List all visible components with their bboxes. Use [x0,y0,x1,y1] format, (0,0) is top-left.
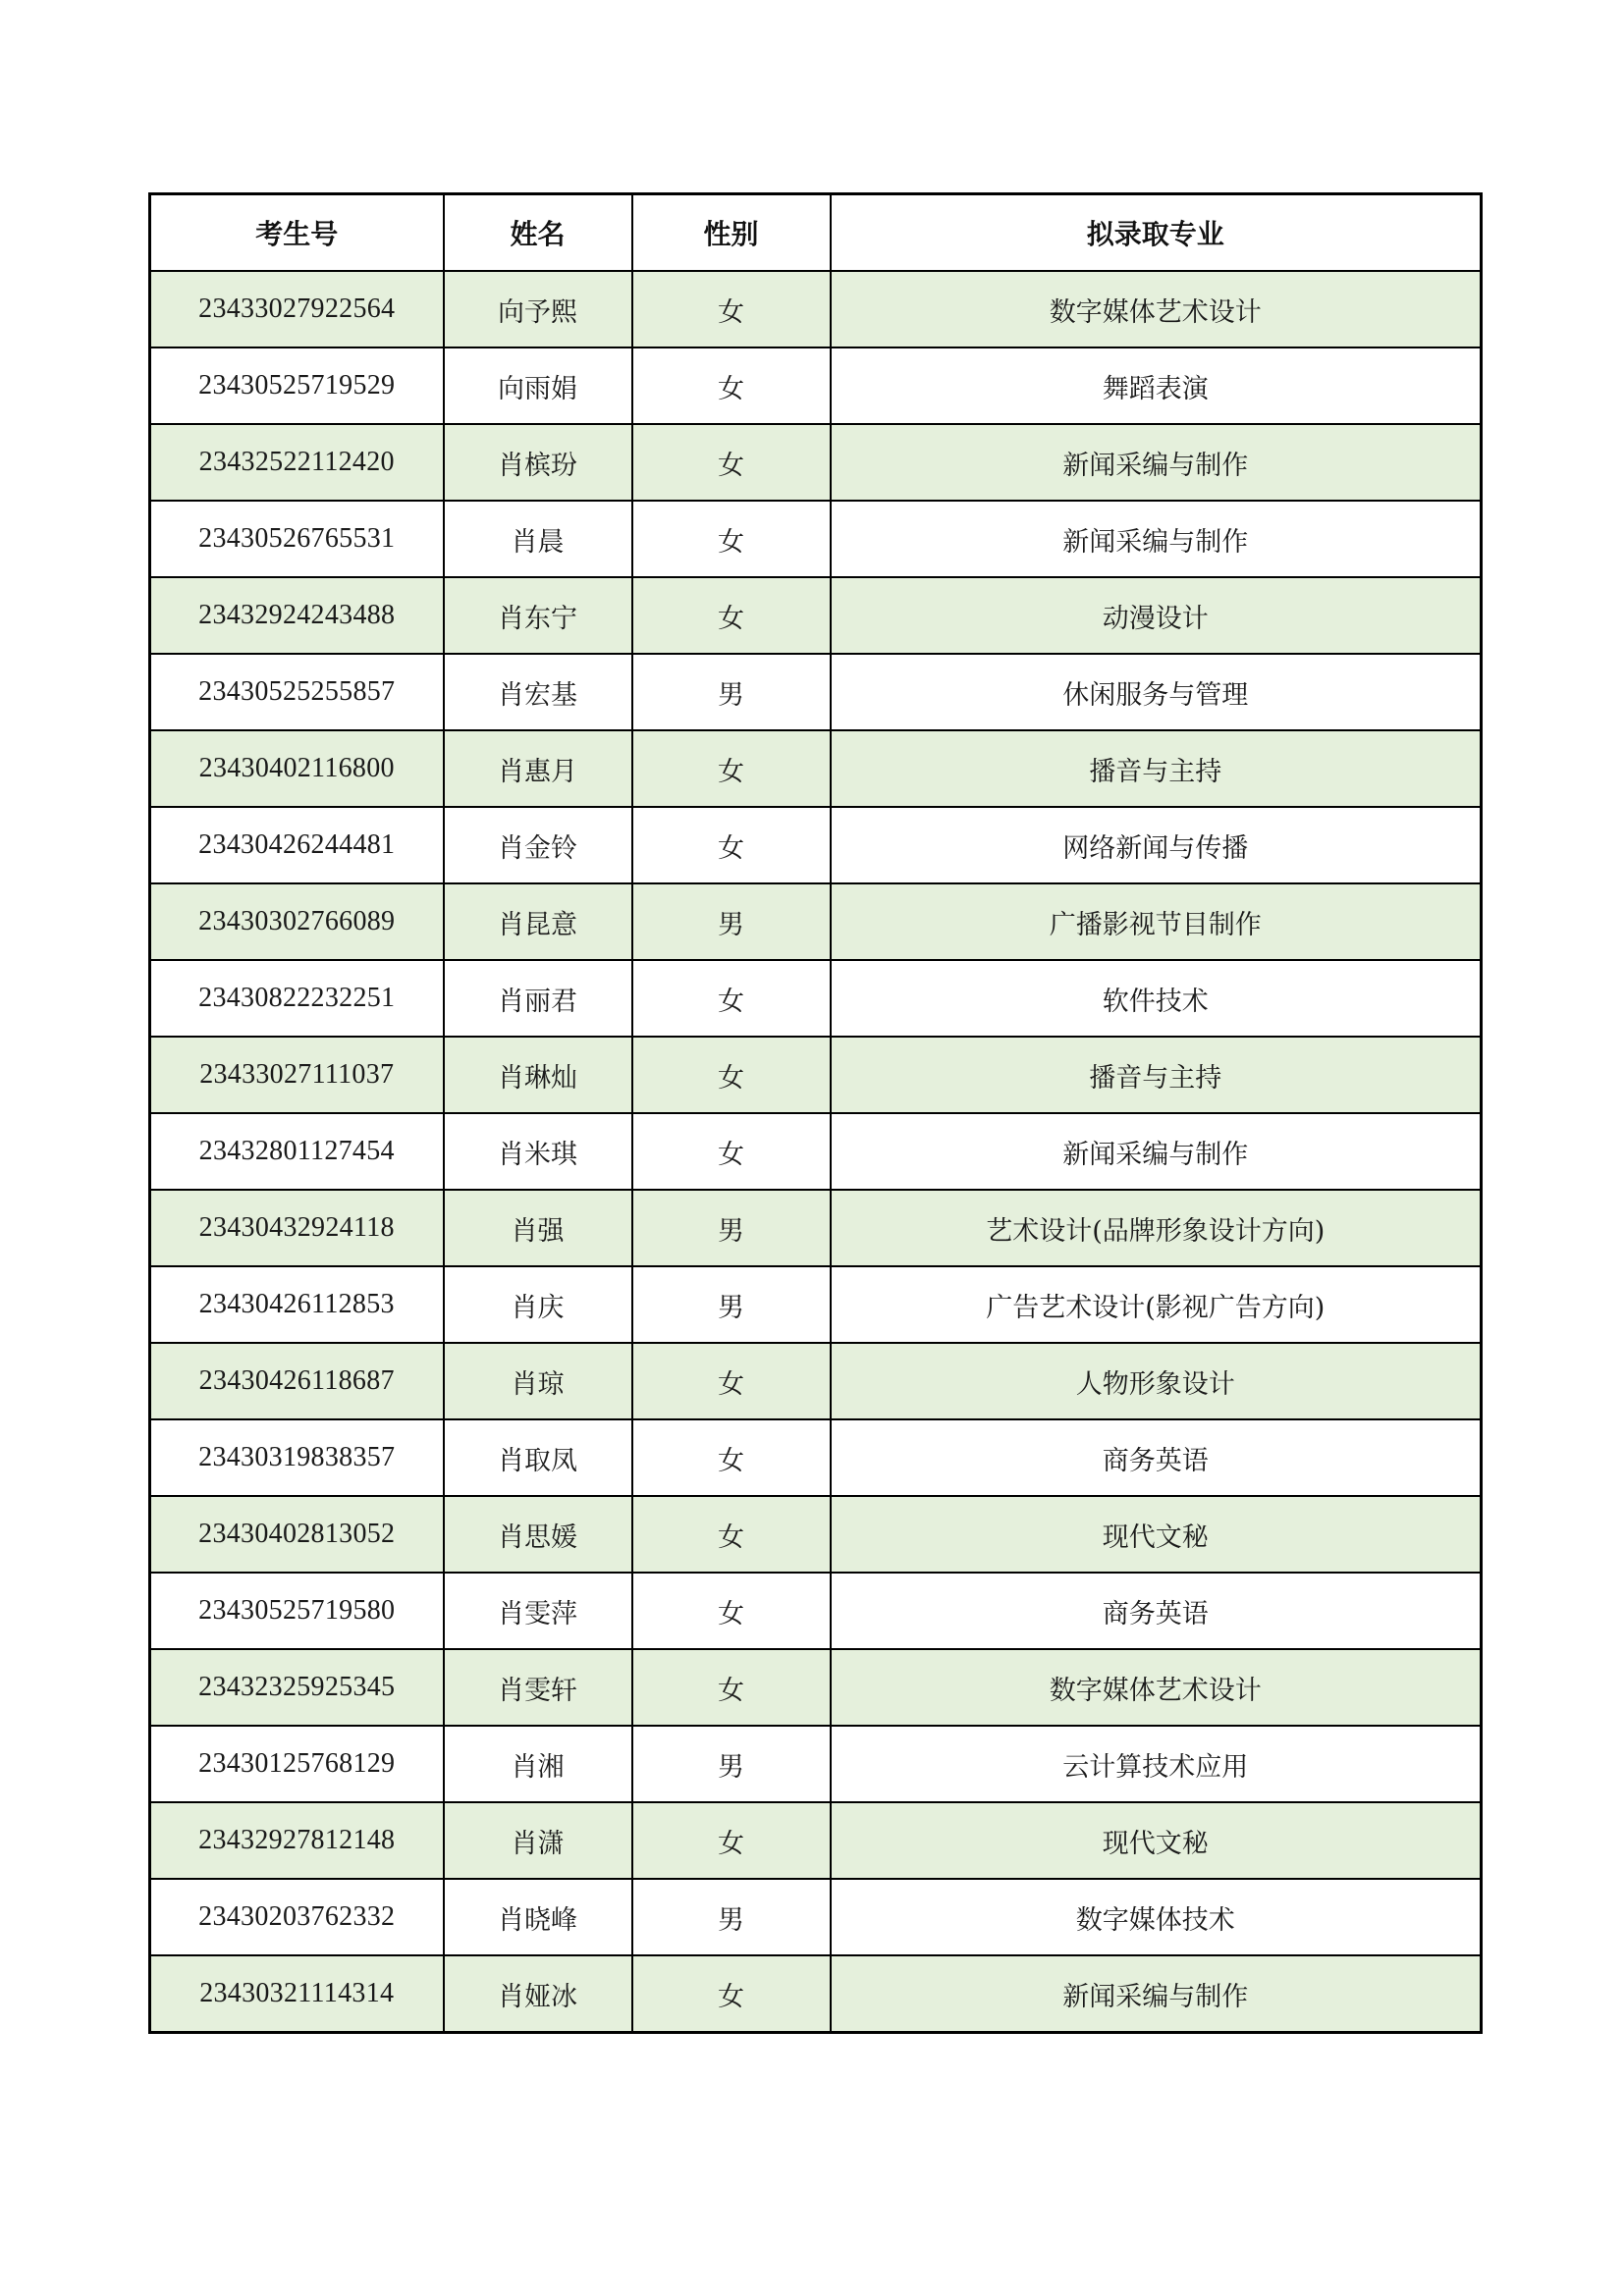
cell-exam-id: 23432325925345 [150,1649,444,1726]
cell-gender: 女 [632,1419,831,1496]
cell-exam-id: 23430525719529 [150,347,444,424]
cell-major: 动漫设计 [831,577,1482,654]
table-row [150,654,1482,730]
cell-name: 肖昆意 [444,883,632,960]
cell-major: 人物形象设计 [831,1343,1482,1419]
cell-name: 肖槟玢 [444,424,632,501]
cell-gender: 女 [632,1573,831,1649]
cell-gender: 男 [632,1190,831,1266]
table-row [150,1802,1482,1879]
table-row [150,501,1482,577]
cell-major: 数字媒体艺术设计 [831,271,1482,347]
cell-exam-id: 23430321114314 [150,1955,444,2033]
table-row [150,271,1482,347]
cell-gender: 男 [632,883,831,960]
cell-exam-id: 23430525719580 [150,1573,444,1649]
cell-exam-id: 23430125768129 [150,1726,444,1802]
cell-gender: 男 [632,654,831,730]
cell-major: 播音与主持 [831,1037,1482,1113]
table-row [150,1266,1482,1343]
cell-exam-id: 23432801127454 [150,1113,444,1190]
cell-major: 新闻采编与制作 [831,1113,1482,1190]
cell-name: 肖娅冰 [444,1955,632,2033]
cell-name: 肖取凤 [444,1419,632,1496]
cell-major: 舞蹈表演 [831,347,1482,424]
table-body [150,271,1482,2033]
cell-gender: 女 [632,501,831,577]
cell-exam-id: 23430822232251 [150,960,444,1037]
cell-major: 艺术设计(品牌形象设计方向) [831,1190,1482,1266]
cell-gender: 女 [632,1955,831,2033]
header-name: 姓名 [444,194,632,272]
cell-exam-id: 23430432924118 [150,1190,444,1266]
cell-name: 肖庆 [444,1266,632,1343]
header-exam-id: 考生号 [150,194,444,272]
cell-name: 肖东宁 [444,577,632,654]
header-major: 拟录取专业 [831,194,1482,272]
cell-name: 向予熙 [444,271,632,347]
cell-name: 肖宏基 [444,654,632,730]
cell-name: 肖雯萍 [444,1573,632,1649]
table-row [150,960,1482,1037]
cell-name: 肖晨 [444,501,632,577]
cell-gender: 女 [632,1343,831,1419]
table-row [150,1573,1482,1649]
cell-major: 播音与主持 [831,730,1482,807]
cell-exam-id: 23433027922564 [150,271,444,347]
cell-major: 现代文秘 [831,1496,1482,1573]
cell-major: 软件技术 [831,960,1482,1037]
cell-gender: 女 [632,1113,831,1190]
table-row [150,1496,1482,1573]
admission-table [148,192,1483,2034]
cell-exam-id: 23430426112853 [150,1266,444,1343]
cell-gender: 女 [632,807,831,883]
cell-gender: 女 [632,1649,831,1726]
cell-name: 肖雯轩 [444,1649,632,1726]
cell-name: 肖强 [444,1190,632,1266]
cell-exam-id: 23432927812148 [150,1802,444,1879]
cell-major: 数字媒体技术 [831,1879,1482,1955]
cell-gender: 女 [632,271,831,347]
table-row [150,1419,1482,1496]
cell-gender: 女 [632,347,831,424]
cell-name: 肖潇 [444,1802,632,1879]
cell-gender: 女 [632,577,831,654]
cell-exam-id: 23430302766089 [150,883,444,960]
cell-major: 新闻采编与制作 [831,424,1482,501]
cell-exam-id: 23430203762332 [150,1879,444,1955]
table-row [150,1879,1482,1955]
table-row [150,1037,1482,1113]
header-row [150,194,1482,272]
cell-name: 肖琼 [444,1343,632,1419]
cell-major: 商务英语 [831,1419,1482,1496]
cell-gender: 女 [632,730,831,807]
cell-exam-id: 23432522112420 [150,424,444,501]
cell-major: 新闻采编与制作 [831,501,1482,577]
table-header [150,194,1482,272]
cell-gender: 女 [632,1496,831,1573]
cell-name: 肖思媛 [444,1496,632,1573]
cell-major: 网络新闻与传播 [831,807,1482,883]
cell-name: 肖金铃 [444,807,632,883]
cell-gender: 女 [632,424,831,501]
cell-exam-id: 23430426244481 [150,807,444,883]
cell-name: 肖丽君 [444,960,632,1037]
table-row [150,347,1482,424]
table-row [150,1190,1482,1266]
table-row [150,883,1482,960]
table-row [150,577,1482,654]
cell-name: 肖晓峰 [444,1879,632,1955]
table-row [150,424,1482,501]
cell-gender: 女 [632,960,831,1037]
cell-gender: 女 [632,1802,831,1879]
cell-major: 休闲服务与管理 [831,654,1482,730]
table-row [150,1955,1482,2033]
cell-exam-id: 23432924243488 [150,577,444,654]
cell-gender: 男 [632,1879,831,1955]
cell-exam-id: 23430402813052 [150,1496,444,1573]
cell-gender: 男 [632,1726,831,1802]
cell-major: 新闻采编与制作 [831,1955,1482,2033]
cell-gender: 女 [632,1037,831,1113]
cell-name: 肖米琪 [444,1113,632,1190]
table-row [150,1113,1482,1190]
cell-exam-id: 23430525255857 [150,654,444,730]
cell-major: 云计算技术应用 [831,1726,1482,1802]
table-row [150,730,1482,807]
cell-exam-id: 23430426118687 [150,1343,444,1419]
cell-major: 现代文秘 [831,1802,1482,1879]
cell-exam-id: 23433027111037 [150,1037,444,1113]
cell-exam-id: 23430402116800 [150,730,444,807]
cell-major: 广播影视节目制作 [831,883,1482,960]
cell-gender: 男 [632,1266,831,1343]
cell-major: 商务英语 [831,1573,1482,1649]
cell-major: 数字媒体艺术设计 [831,1649,1482,1726]
table-row [150,1343,1482,1419]
cell-name: 肖琳灿 [444,1037,632,1113]
header-gender: 性别 [632,194,831,272]
cell-exam-id: 23430319838357 [150,1419,444,1496]
cell-name: 肖惠月 [444,730,632,807]
cell-major: 广告艺术设计(影视广告方向) [831,1266,1482,1343]
cell-name: 向雨娟 [444,347,632,424]
cell-name: 肖湘 [444,1726,632,1802]
table-row [150,807,1482,883]
table-row [150,1726,1482,1802]
cell-exam-id: 23430526765531 [150,501,444,577]
table-row [150,1649,1482,1726]
